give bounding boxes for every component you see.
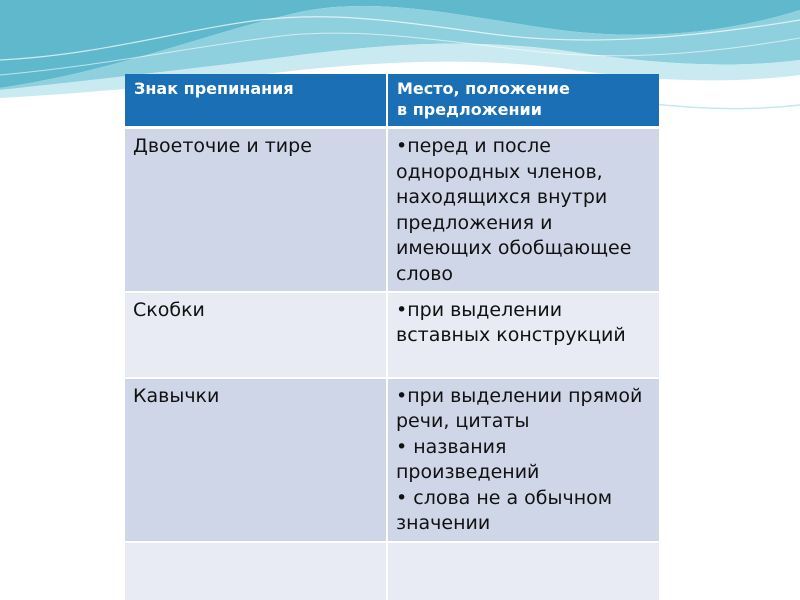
cell-sign: Двоеточие и тире (125, 128, 387, 292)
table-row (125, 378, 659, 542)
cell-place (387, 542, 659, 600)
table-header-row (125, 74, 659, 128)
place-line: •при выделении вставных конструкций (396, 298, 626, 346)
place-line: •при выделении прямой речи, цитаты (396, 384, 643, 432)
header-place (387, 74, 659, 128)
cell-sign: Скобки (125, 292, 387, 378)
punctuation-table (125, 74, 659, 600)
table-row (125, 128, 659, 292)
place-line: • слова не а обычном значении (396, 486, 613, 534)
header-place-line: в предложении (397, 100, 542, 119)
cell-place (387, 128, 659, 292)
cell-sign (125, 542, 387, 600)
table-row (125, 542, 659, 600)
header-place-line: Место, положение (397, 79, 570, 98)
place-line: • названия произведений (396, 435, 540, 483)
cell-place (387, 292, 659, 378)
header-sign: Знак препинания (125, 74, 387, 128)
cell-place (387, 378, 659, 542)
cell-sign: Кавычки (125, 378, 387, 542)
place-line: •перед и после однородных членов, находящихся внутри предложения и имеющих обобщающее слово (396, 135, 632, 285)
table-row (125, 292, 659, 378)
header-place-text (397, 79, 570, 119)
